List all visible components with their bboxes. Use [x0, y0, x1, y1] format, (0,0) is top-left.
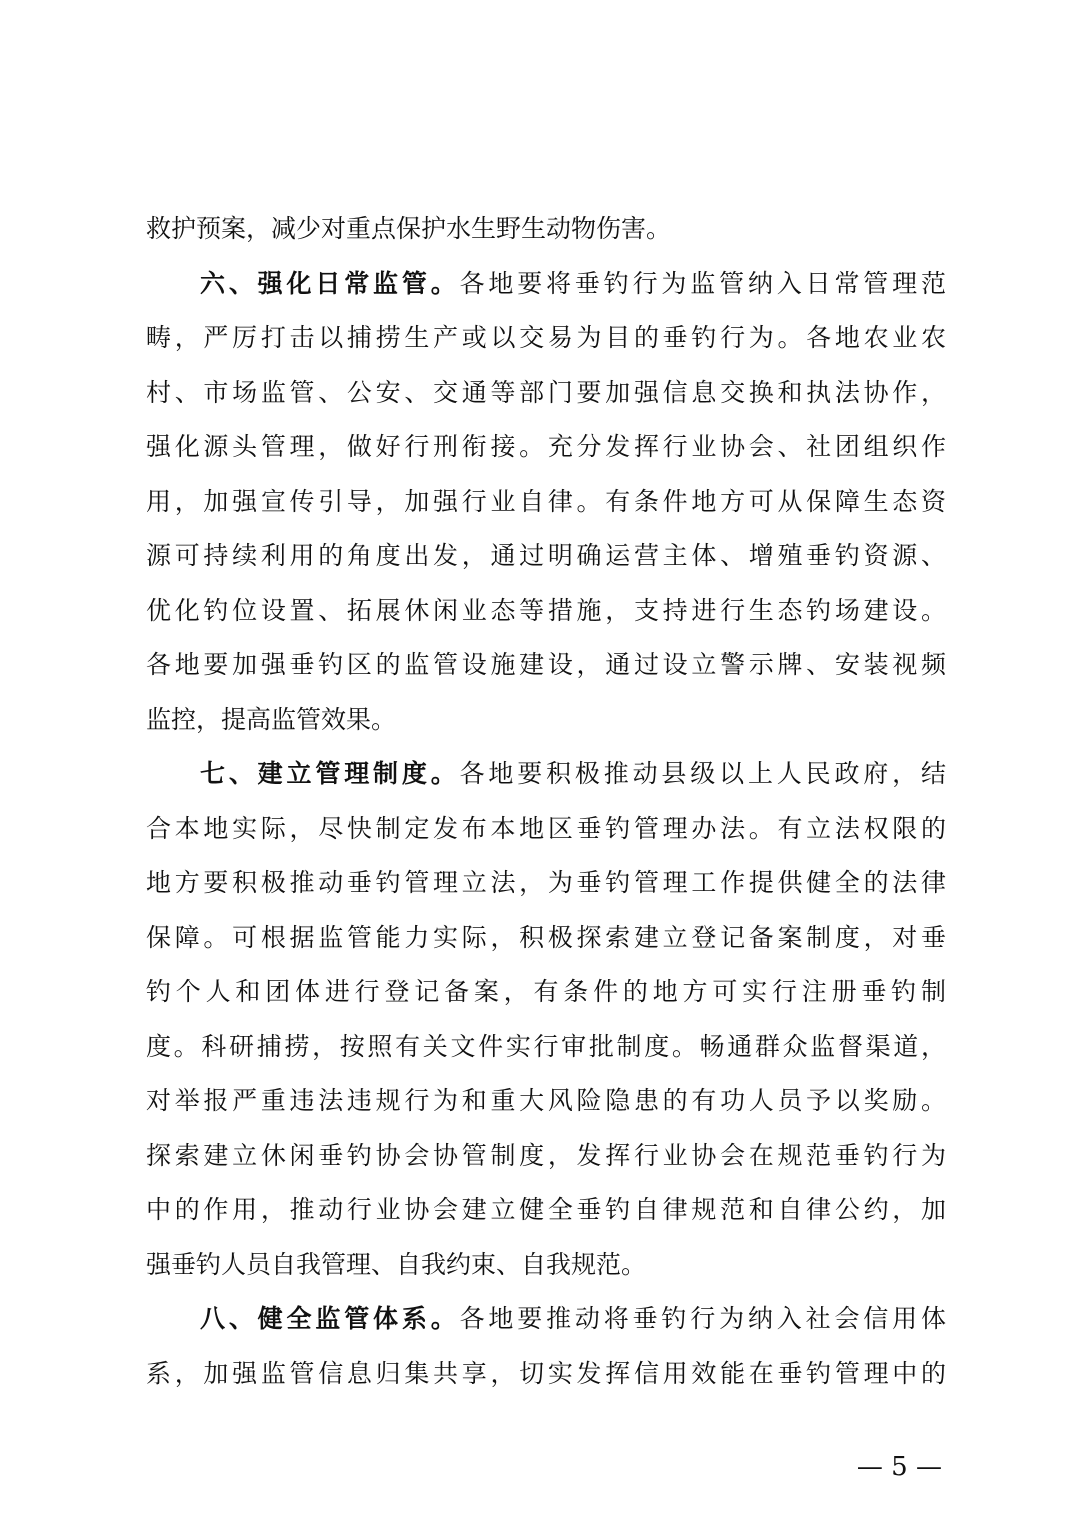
paragraph-line: 度。科研捕捞，按照有关文件实行审批制度。畅通群众监督渠道， — [146, 1031, 946, 1061]
paragraph-line: 畴，严厉打击以捕捞生产或以交易为目的垂钓行为。各地农业农 — [146, 323, 946, 352]
body-text — [146, 202, 946, 1401]
paragraph-line: 中的作用，推动行业协会建立健全垂钓自律规范和自律公约，加 — [146, 1195, 946, 1224]
section-6-text: 各地要将垂钓行为监管纳入日常管理范 — [459, 268, 946, 298]
section-7-text: 各地要积极推动县级以上人民政府，结 — [459, 759, 946, 788]
paragraph-line: 救护预案，减少对重点保护水生野生动物伤害。 — [146, 214, 672, 243]
page-number: — 5 — — [856, 1452, 942, 1482]
paragraph-line: 地方要积极推动垂钓管理立法，为垂钓管理工作提供健全的法律 — [146, 868, 946, 897]
section-8-heading: 八、健全监管体系。 — [200, 1304, 460, 1333]
paragraph-line: 优化钓位设置、拓展休闲业态等措施，支持进行生态钓场建设。 — [146, 595, 946, 625]
paragraph-line: 探索建立休闲垂钓协会协管制度，发挥行业协会在规范垂钓行为 — [146, 1140, 946, 1170]
paragraph-line: 系，加强监管信息归集共享，切实发挥信用效能在垂钓管理中的 — [146, 1358, 946, 1388]
section-8-text: 各地要推动将垂钓行为纳入社会信用体 — [459, 1304, 946, 1333]
section-6-first-line — [146, 257, 946, 312]
section-6-heading: 六、强化日常监管。 — [200, 268, 460, 298]
paragraph-line: 合本地实际，尽快制定发布本地区垂钓管理办法。有立法权限的 — [146, 813, 946, 843]
section-8-first-line — [146, 1292, 946, 1347]
paragraph-line: 对举报严重违法违规行为和重大风险隐患的有功人员予以奖励。 — [146, 1086, 946, 1115]
paragraph-line: 村、市场监管、公安、交通等部门要加强信息交换和执法协作， — [146, 377, 946, 407]
section-7-heading: 七、建立管理制度。 — [200, 759, 460, 788]
paragraph-line: 监控，提高监管效果。 — [146, 704, 397, 734]
paragraph-line: 源可持续利用的角度出发，通过明确运营主体、增殖垂钓资源、 — [146, 541, 946, 570]
paragraph-line: 保障。可根据监管能力实际，积极探索建立登记备案制度，对垂 — [146, 922, 946, 952]
paragraph-line: 各地要加强垂钓区的监管设施建设，通过设立警示牌、安装视频 — [146, 650, 946, 679]
paragraph-line: 强垂钓人员自我管理、自我约束、自我规范。 — [146, 1249, 647, 1279]
section-7-first-line — [146, 747, 946, 802]
paragraph-line: 强化源头管理，做好行刑衔接。充分发挥行业协会、社团组织作 — [146, 432, 946, 461]
paragraph-line: 钓个人和团体进行登记备案，有条件的地方可实行注册垂钓制 — [146, 977, 946, 1006]
paragraph-line: 用，加强宣传引导，加强行业自律。有条件地方可从保障生态资 — [146, 486, 946, 516]
